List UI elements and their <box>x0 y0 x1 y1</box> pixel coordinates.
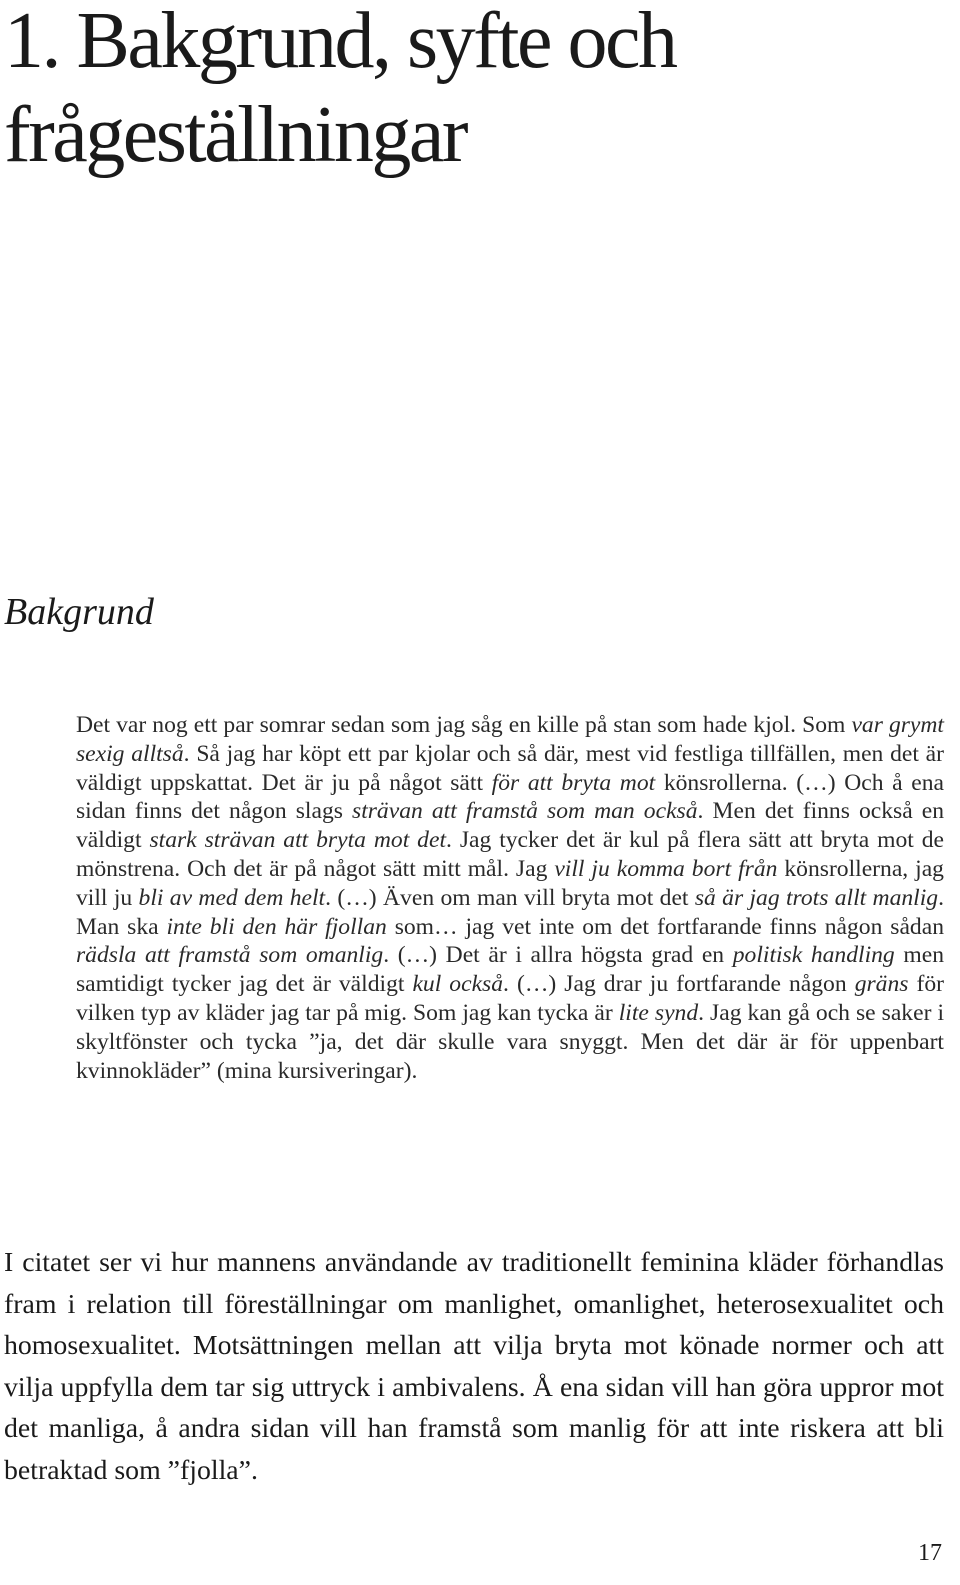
quote-segment-italic: stark strävan att bryta mot det <box>149 827 446 854</box>
quote-segment: . (…) Även om man vill bryta mot det <box>325 884 695 911</box>
quote-segment-italic: politisk handling <box>732 942 895 969</box>
quote-segment-italic: vill ju komma bort från <box>554 855 778 882</box>
body-paragraph: I citatet ser vi hur mannens användande av traditionellt feminina kläder förhandlas fram i relation till föreställningar om manlighet, omanlighet, heterosexualitet och homosexualitet. Motsättningen mellan att vilja bryta mot könade normer och att vilja uppfylla dem tar sig uttryck i ambivalens. Å ena sidan vill han göra uppror mot det manliga, å andra sidan vill han framstå som manlig för att inte riskera att bli betraktad som ”fjolla”. <box>4 1247 944 1486</box>
quote-segment: för vilken typ av kläder jag tar på mig. Som jag kan tycka är <box>76 971 944 1026</box>
quote-segment-italic: strävan att framstå som man också <box>352 798 698 825</box>
quote-segment: . Jag tycker det är kul på flera sätt att bryta mot de mönstrena. Och det är på något sätt mitt mål. Jag <box>76 827 944 882</box>
quote-segment: Det var nog ett par somrar sedan som jag såg en kille på stan som hade kjol. Som <box>76 712 852 738</box>
quote-segment: . (…) Det är i allra högsta grad en <box>383 942 733 969</box>
page-number: 17 <box>918 1540 942 1566</box>
block-quote <box>76 711 944 1085</box>
quote-segment: . Jag kan gå och se saker i skyltfönster och tycka ”ja, det där skulle vara snyggt. Men det där är för uppenbart kvinnokläder” (mina kursiveringar). <box>76 999 944 1084</box>
quote-segment: . Men det finns också en väldigt <box>76 798 945 854</box>
quote-segment-italic: så är jag trots allt manlig <box>694 884 939 911</box>
quote-segment-italic: kul också <box>412 971 504 998</box>
section-heading: Bakgrund <box>4 591 154 633</box>
quote-segment: men samtidigt tycker jag det är väldigt <box>76 942 944 998</box>
quote-segment-italic: inte bli den här fjollan <box>166 913 387 940</box>
quote-segment: som… jag vet inte om det fortfarande finns någon sådan <box>386 913 944 940</box>
quote-segment: könsrollerna, jag vill ju <box>76 855 944 911</box>
chapter-title: 1. Bakgrund, syfte och frågeställningar <box>4 0 676 179</box>
quote-segment-italic: bli av med dem helt <box>138 884 326 911</box>
quote-segment-italic: var grymt sexig alltså <box>76 712 944 767</box>
quote-segment-italic: rädsla att framstå som omanlig <box>76 942 384 969</box>
quote-segment-italic: lite synd <box>618 999 699 1026</box>
quote-segment: . (…) Jag drar ju fortfarande någon <box>503 971 855 998</box>
quote-segment: . Man ska <box>76 884 944 940</box>
quote-segment: könsrollerna. (…) Och å ena sidan finns det någon slags <box>76 769 944 825</box>
quote-segment: . Så jag har köpt ett par kjolar och så där, mest vid festliga tillfällen, men det är väldigt uppskattat. Det är ju på något sätt <box>76 740 944 796</box>
quote-segment-italic: för att bryta mot <box>491 769 656 796</box>
quote-segment-italic: gräns <box>854 971 909 998</box>
